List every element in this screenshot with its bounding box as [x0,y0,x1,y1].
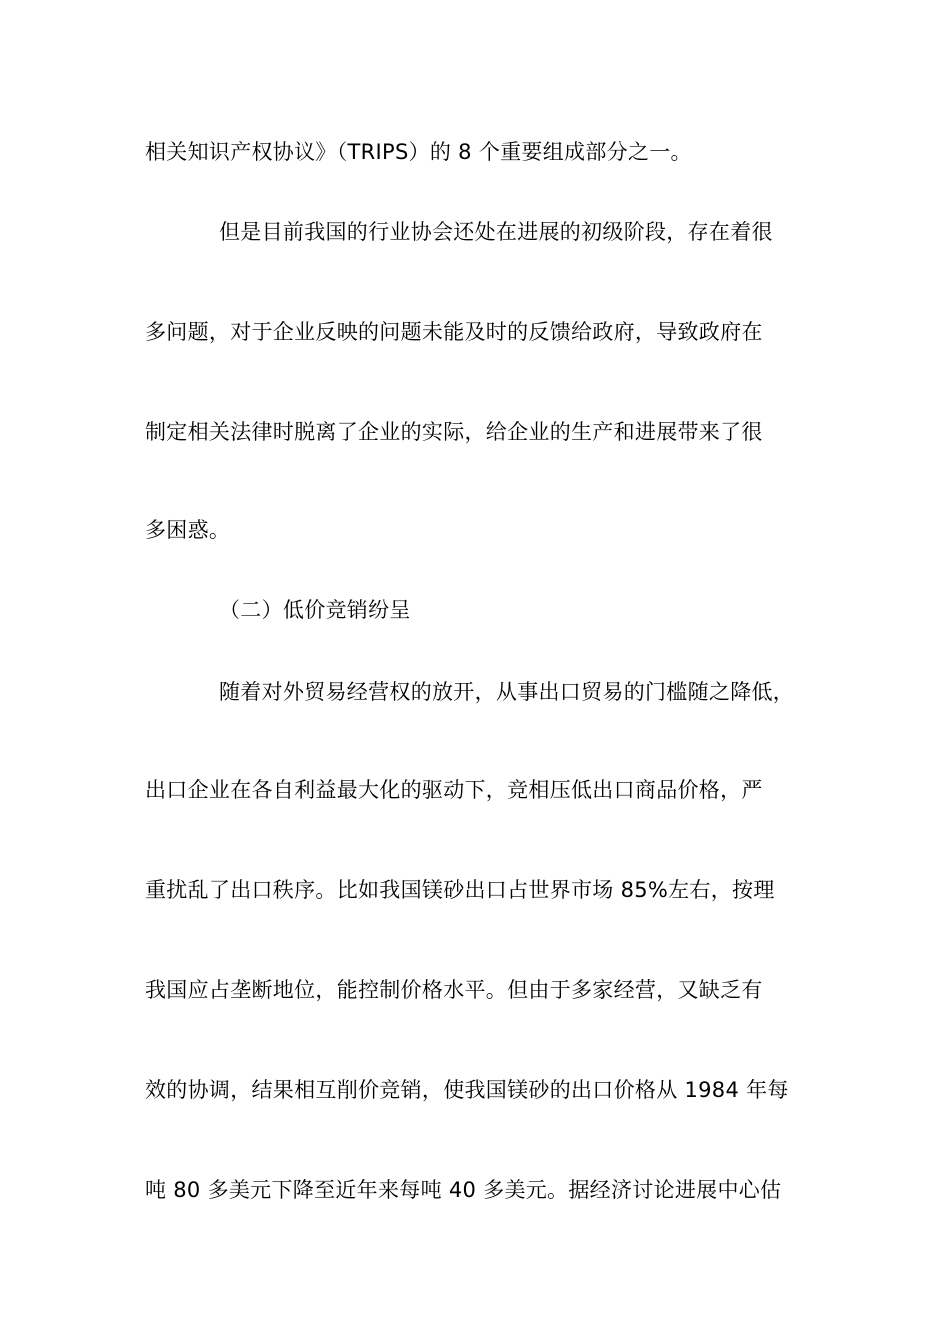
paragraph-line: 我国应占垄断地位，能控制价格水平。但由于多家经营，又缺乏有 [145,978,763,1002]
section-heading: （二）低价竞销纷呈 [219,598,411,622]
paragraph-line: 重扰乱了出口秩序。比如我国镁砂出口占世界市场 85%左右，按理 [145,878,775,902]
paragraph-line: 制定相关法律时脱离了企业的实际，给企业的生产和进展带来了很 [145,420,763,444]
paragraph-line: 效的协调，结果相互削价竞销，使我国镁砂的出口价格从 1984 年每 [145,1078,789,1102]
paragraph-line: 吨 80 多美元下降至近年来每吨 40 多美元。据经济讨论进展中心估 [145,1178,782,1202]
paragraph-line: 随着对外贸易经营权的放开，从事出口贸易的门槛随之降低， [219,680,795,704]
paragraph-line: 但是目前我国的行业协会还处在进展的初级阶段，存在着很 [219,220,773,244]
paragraph-line: 多问题，对于企业反映的问题未能及时的反馈给政府，导致政府在 [145,320,763,344]
paragraph-line: 相关知识产权协议》（TRIPS）的 8 个重要组成部分之一。 [145,140,692,164]
paragraph-line: 出口企业在各自利益最大化的驱动下，竞相压低出口商品价格，严 [145,778,763,802]
paragraph-line: 多困惑。 [145,518,231,542]
